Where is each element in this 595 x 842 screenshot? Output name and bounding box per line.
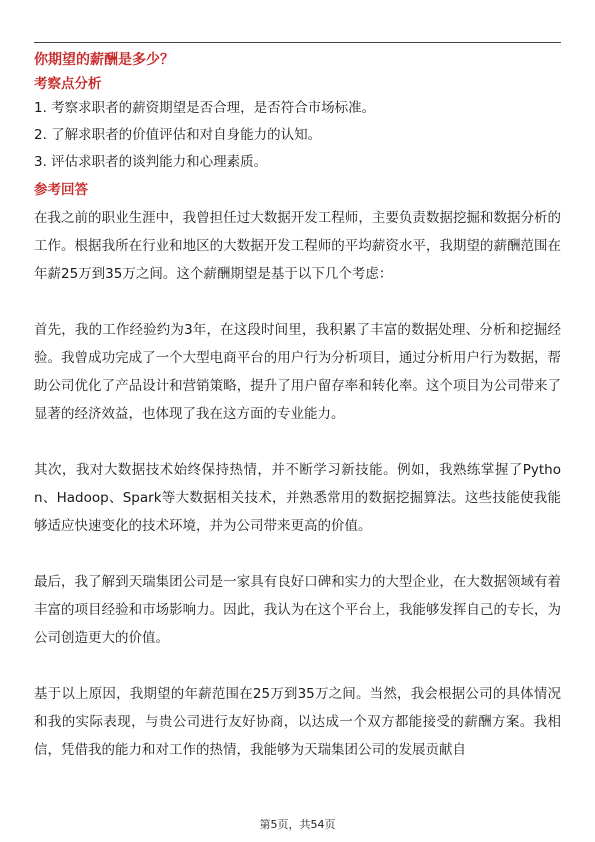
answer-paragraph: 基于以上原因，我期望的年薪范围在25万到35万之间。当然，我会根据公司的具体情况和我的实际表现，与贵公司进行友好协商，以达成一个双方都能接受的薪酬方案。我相信，凭借我的能力和对工作的热情，我能够为天瑞集团公司的发展贡献自 bbox=[34, 686, 561, 758]
analysis-point: 3. 评估求职者的谈判能力和心理素质。 bbox=[34, 154, 268, 170]
question-heading: 你期望的薪酬是多少？ bbox=[34, 52, 174, 68]
answer-paragraph: 其次，我对大数据技术始终保持热情，并不断学习新技能。例如，我熟练掌握了Python、Hadoop、Spark等大数据相关技术，并熟悉常用的数据挖掘算法。这些技能使我能够适应快速变化的技术环境，并为公司带来更高的价值。 bbox=[34, 462, 561, 534]
answer-paragraph: 最后，我了解到天瑞集团公司是一家具有良好口碑和实力的大型企业，在大数据领域有着丰富的项目经验和市场影响力。因此，我认为在这个平台上，我能够发挥自己的专长，为公司创造更大的价值。 bbox=[34, 574, 561, 646]
answer-paragraph: 首先，我的工作经验约为3年，在这段时间里，我积累了丰富的数据处理、分析和挖掘经验。我曾成功完成了一个大型电商平台的用户行为分析项目，通过分析用户行为数据，帮助公司优化了产品设计和营销策略，提升了用户留存率和转化率。这个项目为公司带来了显著的经济效益，也体现了我在这方面的专业能力。 bbox=[34, 322, 561, 422]
analysis-point: 2. 了解求职者的价值评估和对自身能力的认知。 bbox=[34, 127, 322, 143]
analysis-heading: 考察点分析 bbox=[34, 76, 102, 92]
answer-paragraph: 在我之前的职业生涯中，我曾担任过大数据开发工程师，主要负责数据挖掘和数据分析的工作。根据我所在行业和地区的大数据开发工程师的平均薪资水平，我期望的薪酬范围在年薪25万到35万之间。这个薪酬期望是基于以下几个考虑： bbox=[34, 210, 561, 282]
answer-heading: 参考回答 bbox=[34, 182, 88, 198]
header-rule bbox=[34, 42, 561, 43]
analysis-point: 1. 考察求职者的薪资期望是否合理，是否符合市场标准。 bbox=[34, 100, 376, 116]
page-number: 第5页，共54页 bbox=[259, 818, 336, 831]
page-content bbox=[34, 50, 561, 764]
